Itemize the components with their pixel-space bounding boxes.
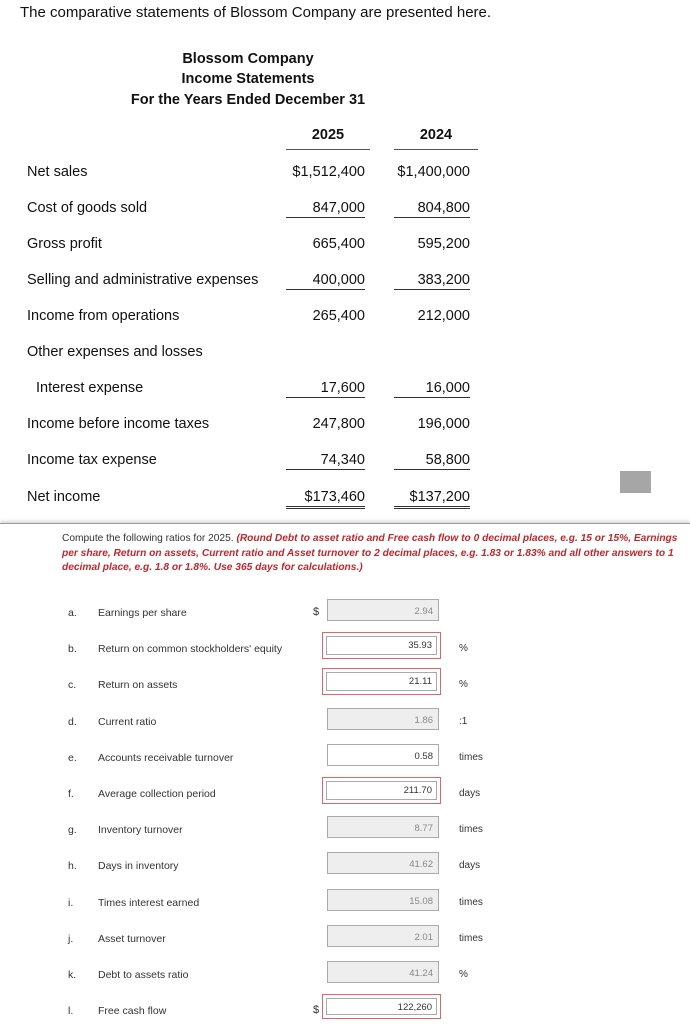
intro-text: The comparative statements of Blossom Company are presented here. xyxy=(20,4,492,21)
instructions-lead: Compute the following ratios for 2025. xyxy=(62,533,234,544)
current-ratio-answer-input[interactable]: 1.86 xyxy=(327,708,439,730)
ratio-unit: % xyxy=(459,679,468,690)
dollar-sign: $ xyxy=(313,606,320,618)
ratio-unit: days xyxy=(459,788,481,799)
ratio-letter: i. xyxy=(68,897,74,909)
ratio-row-current xyxy=(0,708,690,738)
roa-answer-input[interactable] xyxy=(322,668,441,695)
ratio-row-eps xyxy=(0,599,690,629)
ratio-name: Free cash flow xyxy=(98,1005,167,1017)
ratio-unit: :1 xyxy=(459,716,468,727)
asset-turnover-answer-input[interactable]: 2.01 xyxy=(327,925,439,947)
value-2025: 17,600 xyxy=(286,380,365,398)
ratio-letter: c. xyxy=(68,679,77,691)
instructions xyxy=(62,532,688,576)
ratio-name: Times interest earned xyxy=(98,897,200,909)
ratio-letter: h. xyxy=(68,860,77,872)
ratio-row-inventory-turnover xyxy=(0,816,690,846)
row-gross-profit xyxy=(0,236,690,258)
collection-period-answer-value[interactable]: 211.70 xyxy=(326,781,437,800)
ratio-letter: k. xyxy=(68,969,77,981)
value-2024: 804,800 xyxy=(394,200,470,218)
ratio-row-roe xyxy=(0,635,690,665)
row-label: Cost of goods sold xyxy=(27,200,148,216)
statement-period: For the Years Ended December 31 xyxy=(130,92,366,108)
company-name: Blossom Company xyxy=(182,51,314,67)
roe-answer-value[interactable]: 35.93 xyxy=(326,636,437,655)
row-cogs xyxy=(0,200,690,222)
row-label: Selling and administrative expenses xyxy=(27,272,259,288)
ratio-name: Earnings per share xyxy=(98,607,187,619)
row-other-expenses xyxy=(0,344,690,366)
free-cash-flow-answer-input[interactable] xyxy=(322,994,441,1019)
ratio-letter: g. xyxy=(68,824,77,836)
value-2025: 847,000 xyxy=(286,200,365,218)
ratio-name: Current ratio xyxy=(98,716,157,728)
value-2024: 58,800 xyxy=(394,452,470,470)
ratio-row-ar-turnover xyxy=(0,744,690,774)
year-header-2024: 2024 xyxy=(394,127,478,150)
ratio-row-free-cash-flow xyxy=(0,997,690,1027)
scroll-thumb[interactable] xyxy=(620,471,651,493)
ratio-unit: % xyxy=(459,643,468,654)
row-label: Net income xyxy=(27,489,101,505)
row-label: Gross profit xyxy=(27,236,102,252)
times-interest-answer-input[interactable]: 15.08 xyxy=(327,889,439,911)
ratio-unit: times xyxy=(459,824,483,835)
row-income-tax xyxy=(0,452,690,474)
value-2025: 74,340 xyxy=(286,452,365,470)
ar-turnover-answer-input[interactable]: 0.58 xyxy=(327,744,439,766)
ratio-unit: times xyxy=(459,933,483,944)
ratio-unit: times xyxy=(459,897,483,908)
free-cash-flow-answer-value[interactable]: 122,260 xyxy=(326,998,437,1015)
ratio-name: Return on common stockholders' equity xyxy=(98,643,283,655)
row-net-income xyxy=(0,489,690,511)
ratio-unit: days xyxy=(459,860,481,871)
row-label: Net sales xyxy=(27,164,88,180)
value-2024: 595,200 xyxy=(417,236,470,252)
ratio-row-debt-assets xyxy=(0,961,690,991)
statement-title: Income Statements xyxy=(181,71,315,87)
eps-answer-input[interactable]: 2.94 xyxy=(327,599,439,621)
ratio-unit: times xyxy=(459,752,483,763)
value-2025: $1,512,400 xyxy=(292,164,365,180)
row-label: Interest expense xyxy=(36,380,144,396)
value-2025: $173,460 xyxy=(286,489,365,509)
ratio-letter: e. xyxy=(68,752,77,764)
roa-answer-value[interactable]: 21.11 xyxy=(326,672,437,691)
debt-assets-answer-input[interactable]: 41.24 xyxy=(327,961,439,983)
ratio-letter: j. xyxy=(68,933,74,945)
row-label: Other expenses and losses xyxy=(27,344,203,360)
roe-answer-input[interactable] xyxy=(322,632,441,659)
ratio-row-times-interest xyxy=(0,889,690,919)
row-label: Income tax expense xyxy=(27,452,157,468)
ratio-name: Days in inventory xyxy=(98,860,179,872)
ratio-letter: l. xyxy=(68,1005,74,1017)
row-income-operations xyxy=(0,308,690,330)
value-2024: $137,200 xyxy=(394,489,470,509)
value-2025: 400,000 xyxy=(286,272,365,290)
ratio-name: Inventory turnover xyxy=(98,824,183,836)
ratio-row-days-inventory xyxy=(0,852,690,882)
inventory-turnover-answer-input[interactable]: 8.77 xyxy=(327,816,439,838)
ratio-name: Accounts receivable turnover xyxy=(98,752,234,764)
dollar-sign: $ xyxy=(313,1004,320,1016)
value-2024: $1,400,000 xyxy=(397,164,470,180)
ratio-name: Average collection period xyxy=(98,788,216,800)
value-2025: 265,400 xyxy=(312,308,365,324)
days-inventory-answer-input[interactable]: 41.62 xyxy=(327,852,439,874)
ratio-unit: % xyxy=(459,969,468,980)
instructions-rounding: (Round Debt to asset ratio and Free cash flow to 0 decimal places, e.g. 15 or 15%, Earnings per share, Return on assets, Current ratio and Asset turnover to 2 decimal places, e.g. 1.83 or 1.83% and all other answers to 1 decimal place, e.g. 1.8 or 1.8%. Use 365 days for calculations.) xyxy=(62,533,678,573)
ratio-name: Debt to assets ratio xyxy=(98,969,189,981)
ratio-row-roa xyxy=(0,671,690,701)
value-2024: 212,000 xyxy=(417,308,470,324)
ratio-letter: f. xyxy=(68,788,74,800)
row-sga xyxy=(0,272,690,294)
ratio-row-asset-turnover xyxy=(0,925,690,955)
row-interest-expense xyxy=(0,380,690,402)
ratio-letter: d. xyxy=(68,716,77,728)
row-net-sales xyxy=(0,164,690,186)
collection-period-answer-input[interactable] xyxy=(322,777,441,804)
value-2024: 196,000 xyxy=(417,416,470,432)
value-2025: 665,400 xyxy=(312,236,365,252)
year-header-2025: 2025 xyxy=(286,127,370,150)
row-income-before-taxes xyxy=(0,416,690,438)
ratio-row-collection-period xyxy=(0,780,690,810)
row-label: Income before income taxes xyxy=(27,416,210,432)
ratio-letter: b. xyxy=(68,643,77,655)
row-label: Income from operations xyxy=(27,308,180,324)
value-2024: 16,000 xyxy=(394,380,470,398)
ratio-name: Return on assets xyxy=(98,679,178,691)
ratio-name: Asset turnover xyxy=(98,933,166,945)
value-2025: 247,800 xyxy=(312,416,365,432)
value-2024: 383,200 xyxy=(394,272,470,290)
ratio-letter: a. xyxy=(68,607,77,619)
